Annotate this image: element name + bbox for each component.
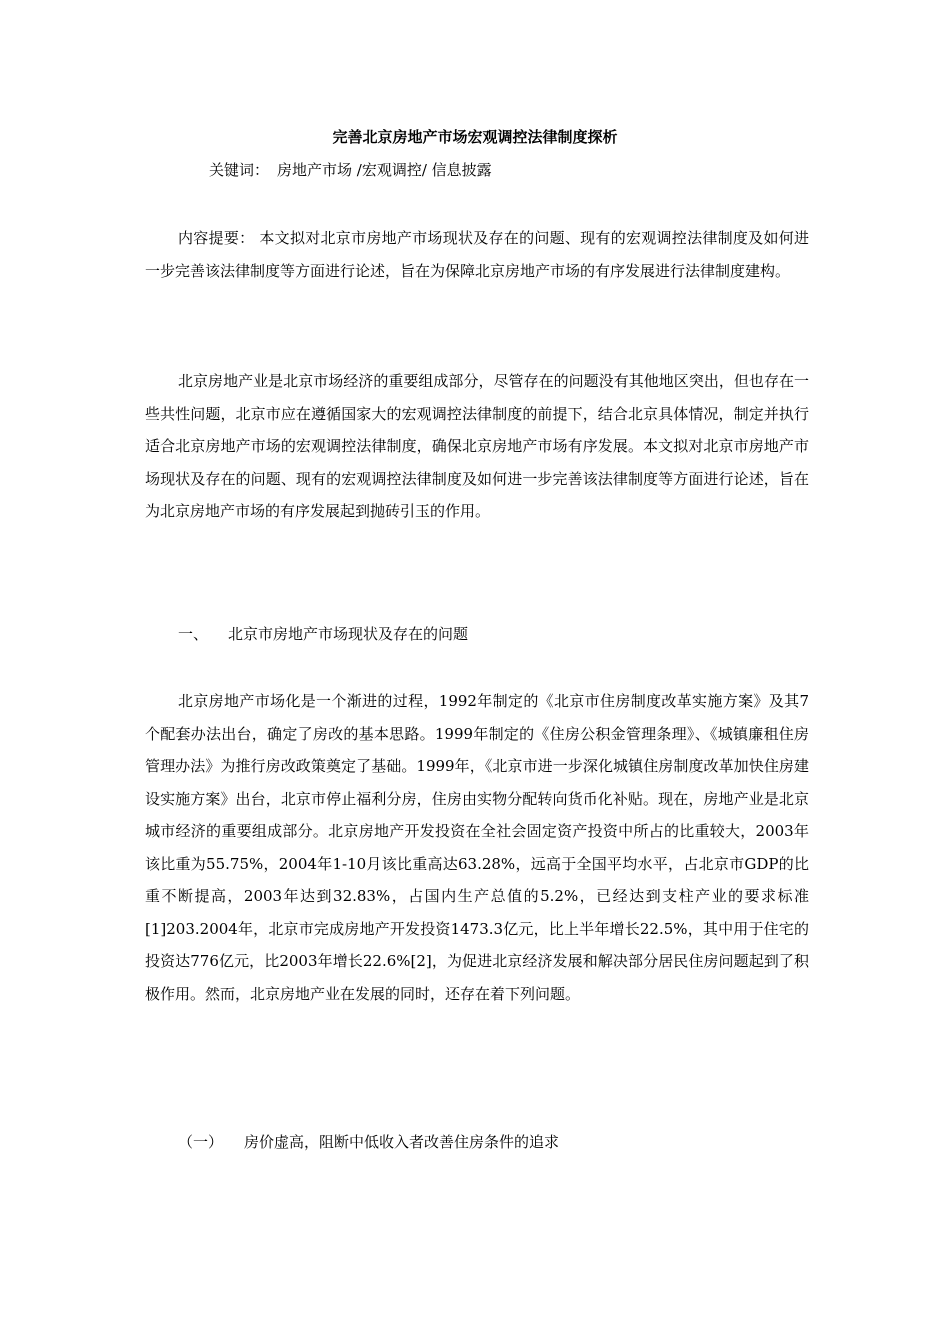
keywords-value: 房地产市场 /宏观调控/ 信息披露 [277,161,492,179]
section-number: 一、 [178,625,209,643]
section-heading-1 [178,624,468,644]
subsection-heading-1 [178,1132,559,1152]
document-title: 完善北京房地产市场宏观调控法律制度探析 [332,128,618,146]
subsection-number: （一） [178,1133,224,1151]
keywords-label: 关键词： [209,161,270,179]
section-1-paragraph: 北京房地产市场化是一个渐进的过程，1992年制定的《北京市住房制度改革实施方案》及其7个配套办法出台，确定了房改的基本思路。1999年制定的《住房公积金管理条理》、《城镇廉租住房管理办法》为推行房改政策奠定了基础。1999年，《北京市进一步深化城镇住房制度改革加快住房建设实施方案》出台，北京市停止福利分房，住房由实物分配转向货币化补贴。现在，房地产业是北京城市经济的重要组成部分。北京房地产开发投资在全社会固定资产投资中所占的比重较大，2003年该比重为55.75%，2004年1-10月该比重高达63.28%，远高于全国平均水平，占北京市GDP的比重不断提高，2003年达到32.83%，占国内生产总值的5.2%，已经达到支柱产业的要求标准[1]203.2004年，北京市完成房地产开发投资1473.3亿元，比上半年增长22.5%，其中用于住宅的投资达776亿元，比2003年增长22.6%[2]，为促进北京经济发展和解决部分居民住房问题起到了积极作用。然而，北京房地产业在发展的同时，还存在着下列问题。 [145,692,809,1003]
abstract-paragraph: 内容提要： 本文拟对北京市房地产市场现状及存在的问题、现有的宏观调控法律制度及如何进一步完善该法律制度等方面进行论述，旨在为保障北京房地产市场的有序发展进行法律制度建构。 [145,229,809,280]
subsection-title: 房价虚高，阻断中低收入者改善住房条件的追求 [244,1133,560,1151]
intro-paragraph: 北京房地产业是北京市场经济的重要组成部分，尽管存在的问题没有其他地区突出，但也存在一些共性问题，北京市应在遵循国家大的宏观调控法律制度的前提下，结合北京具体情况，制定并执行适合北京房地产市场的宏观调控法律制度，确保北京房地产市场有序发展。本文拟对北京市房地产市场现状及存在的问题、现有的宏观调控法律制度及如何进一步完善该法律制度等方面进行论述，旨在为北京房地产市场的有序发展起到抛砖引玉的作用。 [145,372,809,520]
keywords-line [209,160,492,180]
section-title: 北京市房地产市场现状及存在的问题 [228,625,469,643]
